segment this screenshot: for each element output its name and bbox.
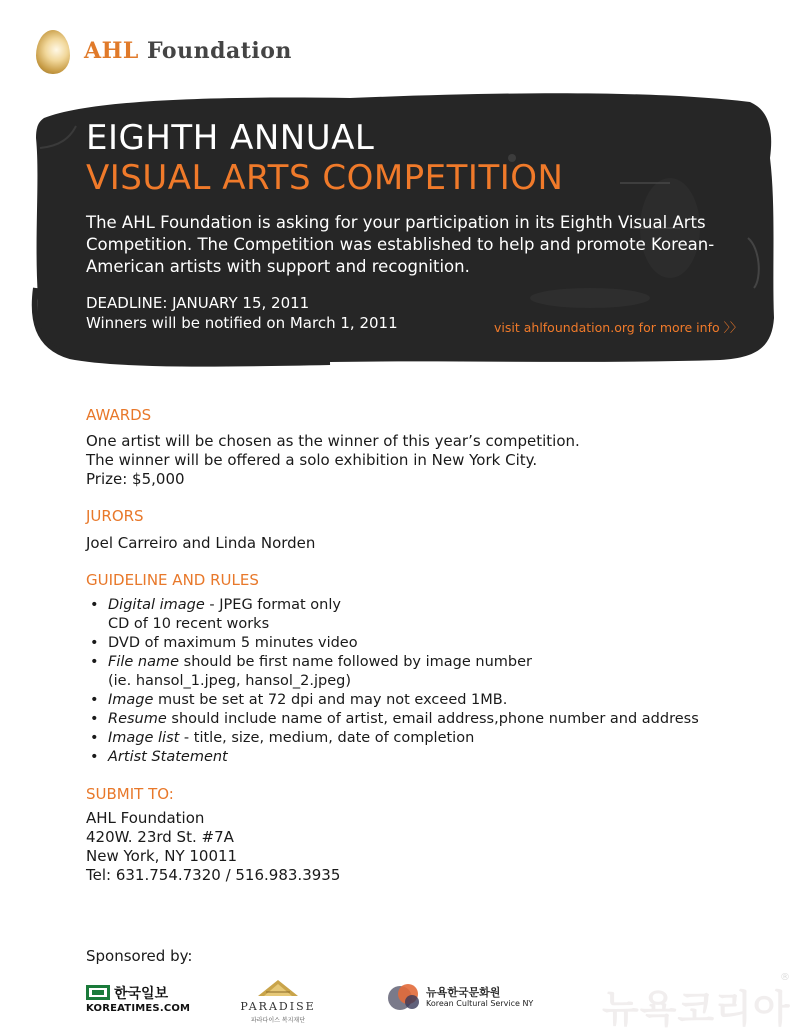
banner-intro-text: The AHL Foundation is asking for your participation in its Eighth Visual Arts Competition. The Competition was established to help and promote Korean-American artists with support and recognition.: [86, 213, 715, 276]
guideline-item-text: - JPEG format only: [204, 597, 341, 613]
koreatimes-flag-icon: [86, 985, 110, 1000]
kcs-emblem-icon: [386, 980, 424, 1014]
guideline-item: [88, 653, 699, 691]
guideline-item-text: must be set at 72 dpi and may not exceed 1MB.: [153, 692, 508, 708]
logo-wordmark: [84, 38, 292, 64]
paradise-logo: [236, 978, 320, 1024]
guideline-item-text: should include name of artist, email address,phone number and address: [166, 711, 699, 727]
phone-line: Tel: 631.754.7320 / 516.983.3935: [86, 866, 341, 884]
address-line: 420W. 23rd St. #7A: [86, 828, 234, 846]
banner-title-line2: VISUAL ARTS COMPETITION: [86, 158, 564, 198]
ahl-foundation-logo: [36, 28, 316, 76]
bullet: •: [90, 730, 99, 746]
jurors-names: Joel Carreiro and Linda Norden: [86, 534, 316, 552]
bullet: •: [90, 654, 99, 670]
deadline-text: DEADLINE: JANUARY 15, 2011: [86, 294, 310, 312]
newyork-korea-watermark: [602, 972, 798, 1031]
guidelines-heading: GUIDELINE AND RULES: [86, 571, 259, 589]
sponsored-by-label: Sponsored by:: [86, 947, 193, 965]
awards-line: The winner will be offered a solo exhibition in New York City.: [86, 451, 538, 469]
prize-line: Prize: $5,000: [86, 470, 185, 488]
bullet: •: [90, 635, 99, 651]
address-line: New York, NY 10011: [86, 847, 238, 865]
bullet: •: [90, 711, 99, 727]
egg-logo-icon: [36, 30, 70, 74]
guideline-item-text: DVD of maximum 5 minutes video: [108, 635, 358, 651]
guideline-item: [88, 729, 699, 748]
logo-brand: AHL: [84, 38, 139, 64]
awards-line: One artist will be chosen as the winner of this year’s competition.: [86, 432, 580, 450]
winners-notified-text: Winners will be notified on March 1, 2011: [86, 314, 398, 332]
paradise-name: PARADISE: [240, 1000, 316, 1013]
bullet: •: [90, 597, 99, 613]
awards-body: [86, 432, 580, 489]
guideline-item: [88, 748, 699, 767]
kcs-english: Korean Cultural Service NY: [426, 999, 534, 1008]
korean-cultural-service-logo: [386, 980, 536, 1016]
registered-mark: ®: [780, 972, 790, 983]
awards-heading: AWARDS: [86, 406, 152, 424]
guideline-item-emphasis: Artist Statement: [108, 749, 228, 765]
guidelines-list: [88, 596, 699, 767]
kcs-korean: 뉴욕한국문화원: [426, 986, 501, 999]
guideline-item-text: should be first name followed by image number: [179, 654, 532, 670]
paradise-emblem-icon: [236, 978, 320, 1000]
koreatimes-logo: [86, 985, 196, 1017]
guideline-item: [88, 596, 699, 634]
guideline-item-subtext: CD of 10 recent works: [108, 616, 270, 632]
submit-address: [86, 809, 340, 885]
guideline-item-text: - title, size, medium, date of completion: [179, 730, 475, 746]
guideline-item-emphasis: File name: [108, 654, 180, 670]
paradise-subtitle: 파라다이스 복지재단: [250, 1017, 306, 1024]
jurors-heading: JURORS: [86, 507, 144, 525]
koreatimes-korean: 한국일보: [114, 986, 169, 1002]
competition-banner: [30, 88, 776, 368]
banner-title-line1: EIGHTH ANNUAL: [86, 118, 375, 158]
guideline-item: [88, 710, 699, 729]
submit-heading: SUBMIT TO:: [86, 785, 174, 803]
watermark-text: 뉴욕코리아: [602, 987, 791, 1031]
guideline-item: [88, 691, 699, 710]
visit-website-link[interactable]: visit ahlfoundation.org for more info 〉〉: [494, 320, 743, 335]
guideline-item-emphasis: Image: [108, 692, 154, 708]
bullet: •: [90, 692, 99, 708]
guideline-item-subtext: (ie. hansol_1.jpeg, hansol_2.jpeg): [108, 673, 352, 689]
guideline-item: [88, 634, 699, 653]
guideline-item-emphasis: Image list: [108, 730, 180, 746]
guideline-item-emphasis: Resume: [108, 711, 167, 727]
bullet: •: [90, 749, 99, 765]
koreatimes-english: KOREATIMES.COM: [86, 1003, 191, 1014]
address-line: AHL Foundation: [86, 809, 205, 827]
guideline-item-emphasis: Digital image: [108, 597, 205, 613]
logo-name: Foundation: [147, 38, 292, 64]
